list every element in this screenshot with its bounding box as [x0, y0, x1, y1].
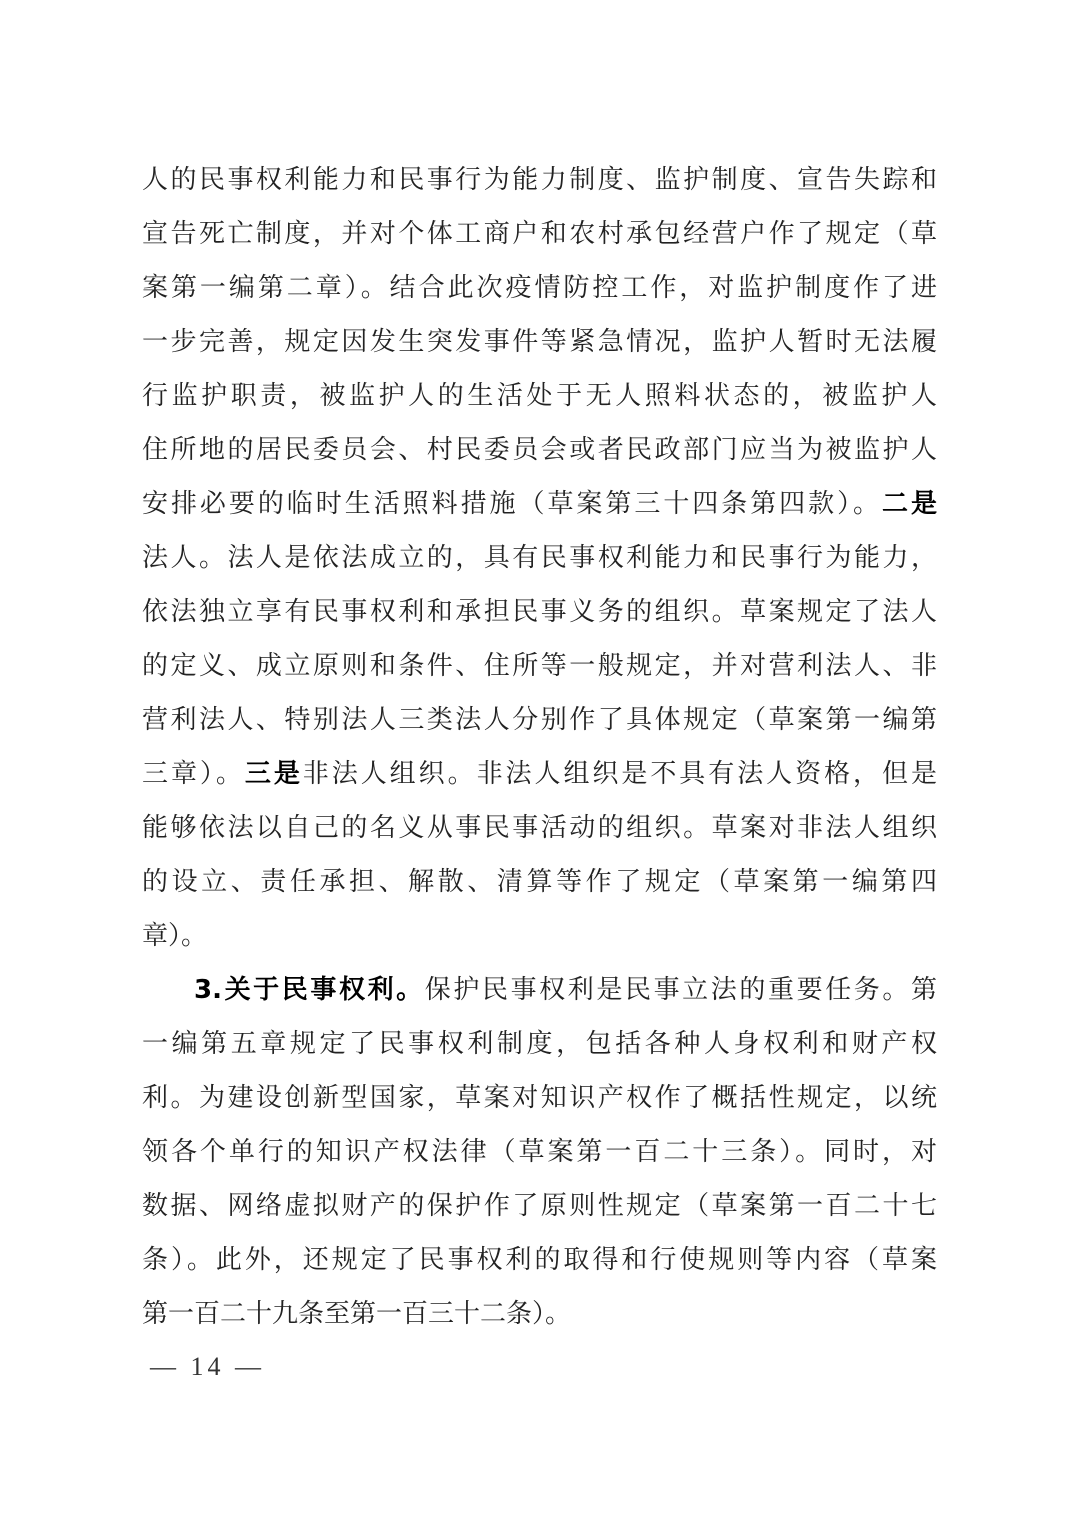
text-line	[142, 315, 937, 369]
text-line	[142, 207, 937, 261]
text-run: 行监护职责，被监护人的生活处于无人照料状态的，被监护人	[142, 381, 937, 411]
text-line	[142, 1233, 937, 1287]
text-line	[142, 1179, 937, 1233]
text-run: 依法独立享有民事权利和承担民事义务的组织。草案规定了法人	[142, 597, 937, 627]
text-line	[142, 801, 937, 855]
text-line	[142, 1071, 937, 1125]
text-run: 非法人组织。非法人组织是不具有法人资格，但是	[302, 759, 937, 789]
text-run: 章）。	[142, 921, 208, 951]
text-run: 安排必要的临时生活照料措施（草案第三十四条第四款）。	[142, 489, 883, 519]
text-line	[142, 1017, 937, 1071]
document-body	[142, 153, 937, 1341]
text-run: 人的民事权利能力和民事行为能力制度、监护制度、宣告失踪和	[142, 165, 937, 195]
text-line	[142, 477, 937, 531]
text-run: 能够依法以自己的名义从事民事活动的组织。草案对非法人组织	[142, 813, 937, 843]
text-line	[142, 153, 937, 207]
text-run: 一步完善，规定因发生突发事件等紧急情况，监护人暂时无法履	[142, 327, 937, 357]
text-run: 条）。此外，还规定了民事权利的取得和行使规则等内容（草案	[142, 1245, 937, 1275]
text-run: 法人。法人是依法成立的，具有民事权利能力和民事行为能力，	[142, 543, 937, 573]
text-line	[142, 639, 937, 693]
text-line	[142, 369, 937, 423]
text-line	[142, 1125, 937, 1179]
text-line	[142, 423, 937, 477]
bold-text-run: 二是	[882, 489, 937, 519]
text-run: 宣告死亡制度，并对个体工商户和农村承包经营户作了规定（草	[142, 219, 937, 249]
text-run: 数据、网络虚拟财产的保护作了原则性规定（草案第一百二十七	[142, 1191, 937, 1221]
text-line	[142, 909, 937, 963]
text-run: 住所地的居民委员会、村民委员会或者民政部门应当为被监护人	[142, 435, 937, 465]
text-line	[142, 261, 937, 315]
text-run: 第一百二十九条至第一百三十二条）。	[142, 1299, 572, 1329]
text-line	[142, 531, 937, 585]
text-line	[142, 1287, 937, 1341]
text-run: 案第一编第二章）。结合此次疫情防控工作，对监护制度作了进	[142, 273, 937, 303]
text-run: 的设立、责任承担、解散、清算等作了规定（草案第一编第四	[142, 867, 937, 897]
text-run: 营利法人、特别法人三类法人分别作了具体规定（草案第一编第	[142, 705, 937, 735]
text-run: 的定义、成立原则和条件、住所等一般规定，并对营利法人、非	[142, 651, 937, 681]
text-run: 利。为建设创新型国家，草案对知识产权作了概括性规定，以统	[142, 1083, 937, 1113]
text-run: 三章）。	[142, 759, 245, 789]
text-line	[142, 585, 937, 639]
text-line	[142, 747, 937, 801]
page-number: — 14 —	[150, 1352, 265, 1381]
bold-text-run: 3.关于民事权利。	[194, 975, 425, 1005]
text-line	[142, 963, 937, 1017]
bold-text-run: 三是	[244, 759, 303, 789]
text-run: 保护民事权利是民事立法的重要任务。第	[424, 975, 937, 1005]
text-run: 领各个单行的知识产权法律（草案第一百二十三条）。同时，对	[142, 1137, 937, 1167]
text-run: 一编第五章规定了民事权利制度，包括各种人身权利和财产权	[142, 1029, 937, 1059]
text-line	[142, 855, 937, 909]
text-line	[142, 693, 937, 747]
